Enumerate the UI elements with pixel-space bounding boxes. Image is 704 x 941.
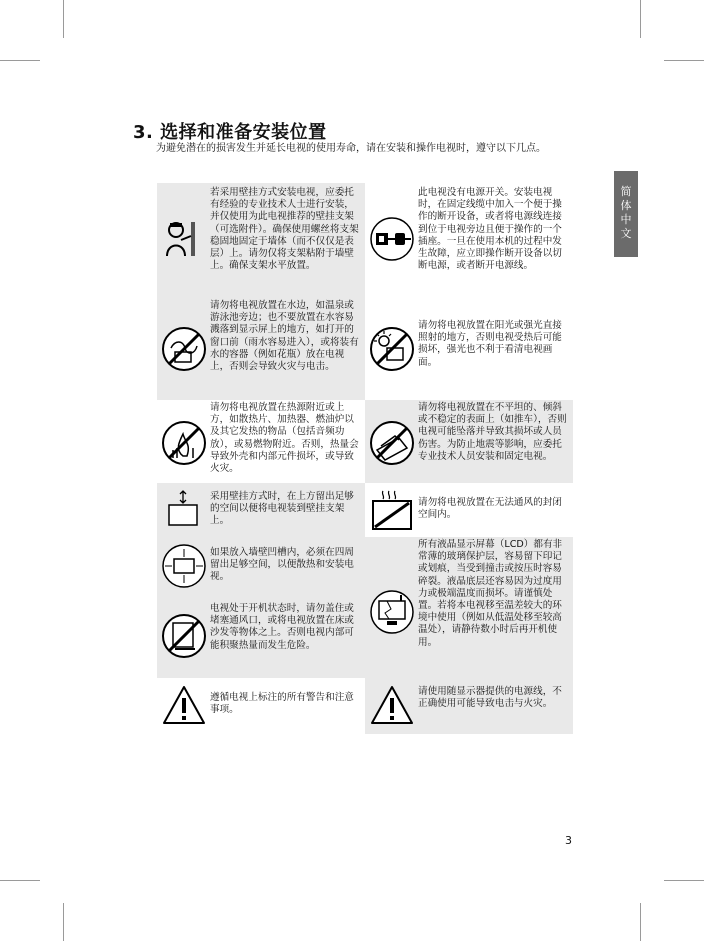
safety-row [157, 595, 573, 678]
safety-item [157, 296, 365, 400]
no-sunlight-icon [369, 326, 415, 372]
safety-item [157, 537, 365, 595]
safety-row [157, 183, 573, 296]
no-heat-source-icon [161, 420, 207, 466]
crop-mark [0, 60, 40, 61]
crop-mark [664, 60, 704, 61]
wall-mount-technician-icon [161, 216, 207, 262]
safety-item [365, 296, 573, 400]
safety-row [157, 296, 573, 400]
safety-text: 请使用随显示器提供的电源线，不正确使用可能导致电击与火灾。 [418, 686, 562, 710]
safety-item [365, 678, 573, 734]
safety-text: 若采用壁挂方式安装电视，应委托有经验的专业技术人士进行安装，并仅使用为此电视推荐的壁挂支架（可选附件）。确保使用螺丝将支架稳固地固定于墙体（而不仅仅是表层）上。请勿仅将支架粘附于墙壁上。确保支架水平放置。 [210, 187, 359, 272]
safety-item [157, 400, 365, 483]
top-clearance-icon [161, 487, 207, 533]
safety-text: 请勿将电视放置在不平坦的、倾斜或不稳定的表面上（如推车），否则电视可能坠落并导致其损坏或人员伤害。为防止地震等影响，应委托专业技术人员安装和固定电视。 [418, 402, 567, 462]
no-blocked-vents-icon [161, 613, 207, 659]
safety-text: 请勿将电视放置在热源附近或上方，如散热片、加热器、燃油炉以及其它发热的物品（包括音频功放），或易燃物附近。否则，热量会导致外壳和内部元件损坏，或导致火灾。 [210, 402, 359, 475]
warning-triangle-icon [161, 683, 207, 729]
safety-text: 电视处于开机状态时，请勿盖住或堵塞通风口，或将电视放置在床或沙发等物体之上。否则电视内部可能积聚热量而发生危险。 [210, 603, 354, 651]
no-unstable-surface-icon [369, 420, 415, 466]
crop-mark [640, 0, 641, 38]
safety-item [365, 400, 573, 483]
safety-row [157, 678, 573, 734]
safety-text: 请勿将电视放置在水边，如温泉或游泳池旁边；也不要放置在水容易溅落到显示屏上的地方，如打开的窗口前（雨水容易进入），或将装有水的容器（例如花瓶）放在电视上，否则会导致火灾与电击。 [210, 300, 359, 373]
safety-item [365, 537, 573, 648]
safety-text: 采用壁挂方式时，在上方留出足够的空间以便将电视装到壁挂支架上。 [210, 491, 354, 527]
wall-recess-clearance-icon [161, 543, 207, 589]
safety-row [157, 400, 573, 483]
language-tab-char: 文 [620, 227, 632, 240]
safety-text: 请勿将电视放置在阳光或强光直接照射的地方，否则电视受热后可能损坏，强光也不利于看清电视画面。 [418, 320, 562, 368]
intro-paragraph: 为避免潜在的损害发生并延长电视的使用寿命，请在安装和操作电视时，遵守以下几点。 [156, 143, 546, 154]
safety-item [365, 183, 573, 296]
safety-text: 请勿将电视放置在无法通风的封闭空间内。 [418, 497, 562, 521]
safety-item [157, 483, 365, 537]
crop-mark [0, 880, 40, 881]
safety-item [157, 595, 365, 678]
no-enclosed-space-icon [369, 487, 415, 533]
crop-mark [63, 903, 64, 941]
safety-item [157, 678, 365, 734]
language-tab-char: 体 [620, 199, 632, 212]
safety-item [365, 483, 573, 537]
crop-mark [664, 880, 704, 881]
language-tab [614, 171, 638, 257]
warning-triangle-icon [369, 683, 415, 729]
safety-item [157, 183, 365, 296]
power-plug-icon [369, 216, 415, 262]
crop-mark [640, 903, 641, 941]
safety-text: 此电视没有电源开关。安装电视时，在固定线缆中加入一个便于操作的断开设备，或者将电源线连接到位于电视旁边且便于操作的一个插座。一旦在使用本机的过程中发生故障，应立即操作断开设备以切断电源，或者断开电源线。 [418, 187, 562, 272]
language-tab-char: 中 [620, 213, 632, 226]
safety-text: 如果放入墙壁凹槽内，必须在四周留出足够空间，以便散热和安装电视。 [210, 547, 354, 583]
crop-mark [63, 0, 64, 38]
language-tab-char: 简 [620, 185, 632, 198]
safety-text: 所有液晶显示屏幕（LCD）都有非常薄的玻璃保护层，容易留下印记或划痕，当受到撞击或按压时容易碎裂。液晶底层还容易因为过度用力或极端温度而损坏。请谨慎处置。若将本电视移至温差较大的环境中使用（例如从低温处移至较高温处），请静待数小时后再开机使用。 [418, 539, 563, 648]
section-heading: 3. 选择和准备安装位置 [133, 122, 327, 143]
safety-text: 遵循电视上标注的所有警告和注意事项。 [210, 692, 354, 716]
page-number: 3 [565, 834, 572, 847]
safety-row [157, 483, 573, 537]
no-water-icon [161, 326, 207, 372]
